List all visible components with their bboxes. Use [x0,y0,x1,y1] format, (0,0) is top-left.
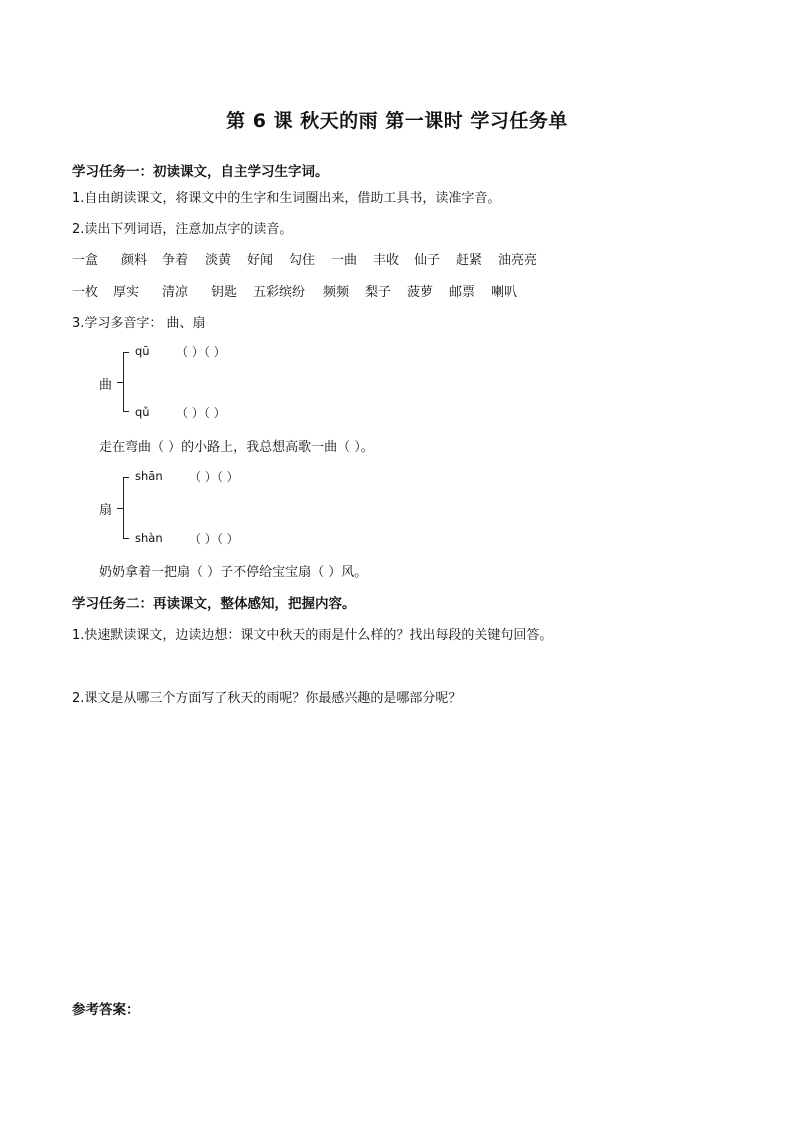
word-item: 好闻 [247,253,274,268]
word-item: 菠萝 [407,285,434,300]
word-item: 厚实 [113,285,140,300]
answer-blanks: （ ）（ ） [176,406,226,420]
answer-blanks: （ ）（ ） [189,470,239,484]
word-item: 颜料 [121,253,148,268]
sentence-qu: 走在弯曲（ ）的小路上，我总想高歌一曲（ ）。 [99,440,374,455]
pinyin-qu-2: qǔ [135,405,150,419]
word-item: 钥匙 [211,285,238,300]
task1-heading: 学习任务一：初读课文，自主学习生字词。 [72,164,329,180]
bracket-tick [123,538,129,539]
bracket-tick [123,411,129,412]
word-item: 赶紧 [456,253,483,268]
task1-item3: 3.学习多音字： 曲、扇 [72,316,206,331]
task2-heading: 学习任务二：再读课文，整体感知，把握内容。 [72,596,356,612]
page-title: 第 6 课 秋天的雨 第一课时 学习任务单 [226,110,568,132]
word-item: 仙子 [414,253,441,268]
word-item: 一盒 [72,253,99,268]
task1-item1: 1.自由朗读课文，将课文中的生字和生词圈出来，借助工具书，读准字音。 [72,191,501,206]
word-item: 清凉 [162,285,189,300]
word-item: 梨子 [365,285,392,300]
bracket-qu [123,352,124,412]
task2-item2: 2.课文是从哪三个方面写了秋天的雨呢？你最感兴趣的是哪部分呢？ [72,691,462,706]
answer-label: 参考答案： [72,1002,140,1018]
polyphone-char-shan: 扇 [99,503,113,518]
bracket-tick [117,382,123,383]
word-item: 五彩缤纷 [253,285,306,300]
word-item: 喇叭 [491,285,518,300]
word-item: 一曲 [331,253,358,268]
word-item: 邮票 [449,285,476,300]
answer-blanks: （ ）（ ） [189,532,239,546]
word-item: 油亮亮 [498,253,538,268]
bracket-shan [123,477,124,539]
word-item: 勾住 [289,253,316,268]
answer-blanks: （ ）（ ） [176,345,226,359]
pinyin-qu-1: qū [135,344,150,358]
bracket-tick [123,477,129,478]
bracket-tick [123,352,129,353]
pinyin-shan-1: shān [135,469,163,483]
word-item: 一枚 [72,285,99,300]
word-item: 频频 [323,285,350,300]
task1-item2: 2.读出下列词语，注意加点字的读音。 [72,222,293,237]
word-item: 丰收 [373,253,400,268]
word-item: 争着 [162,253,189,268]
pinyin-shan-2: shàn [135,531,163,545]
task2-item1: 1.快速默读课文，边读边想：课文中秋天的雨是什么样的？找出每段的关键句回答。 [72,628,553,643]
sentence-shan: 奶奶拿着一把扇（ ）子不停给宝宝扇（ ）风。 [99,565,368,580]
polyphone-char-qu: 曲 [99,378,113,393]
bracket-tick [117,508,123,509]
word-item: 淡黄 [205,253,232,268]
